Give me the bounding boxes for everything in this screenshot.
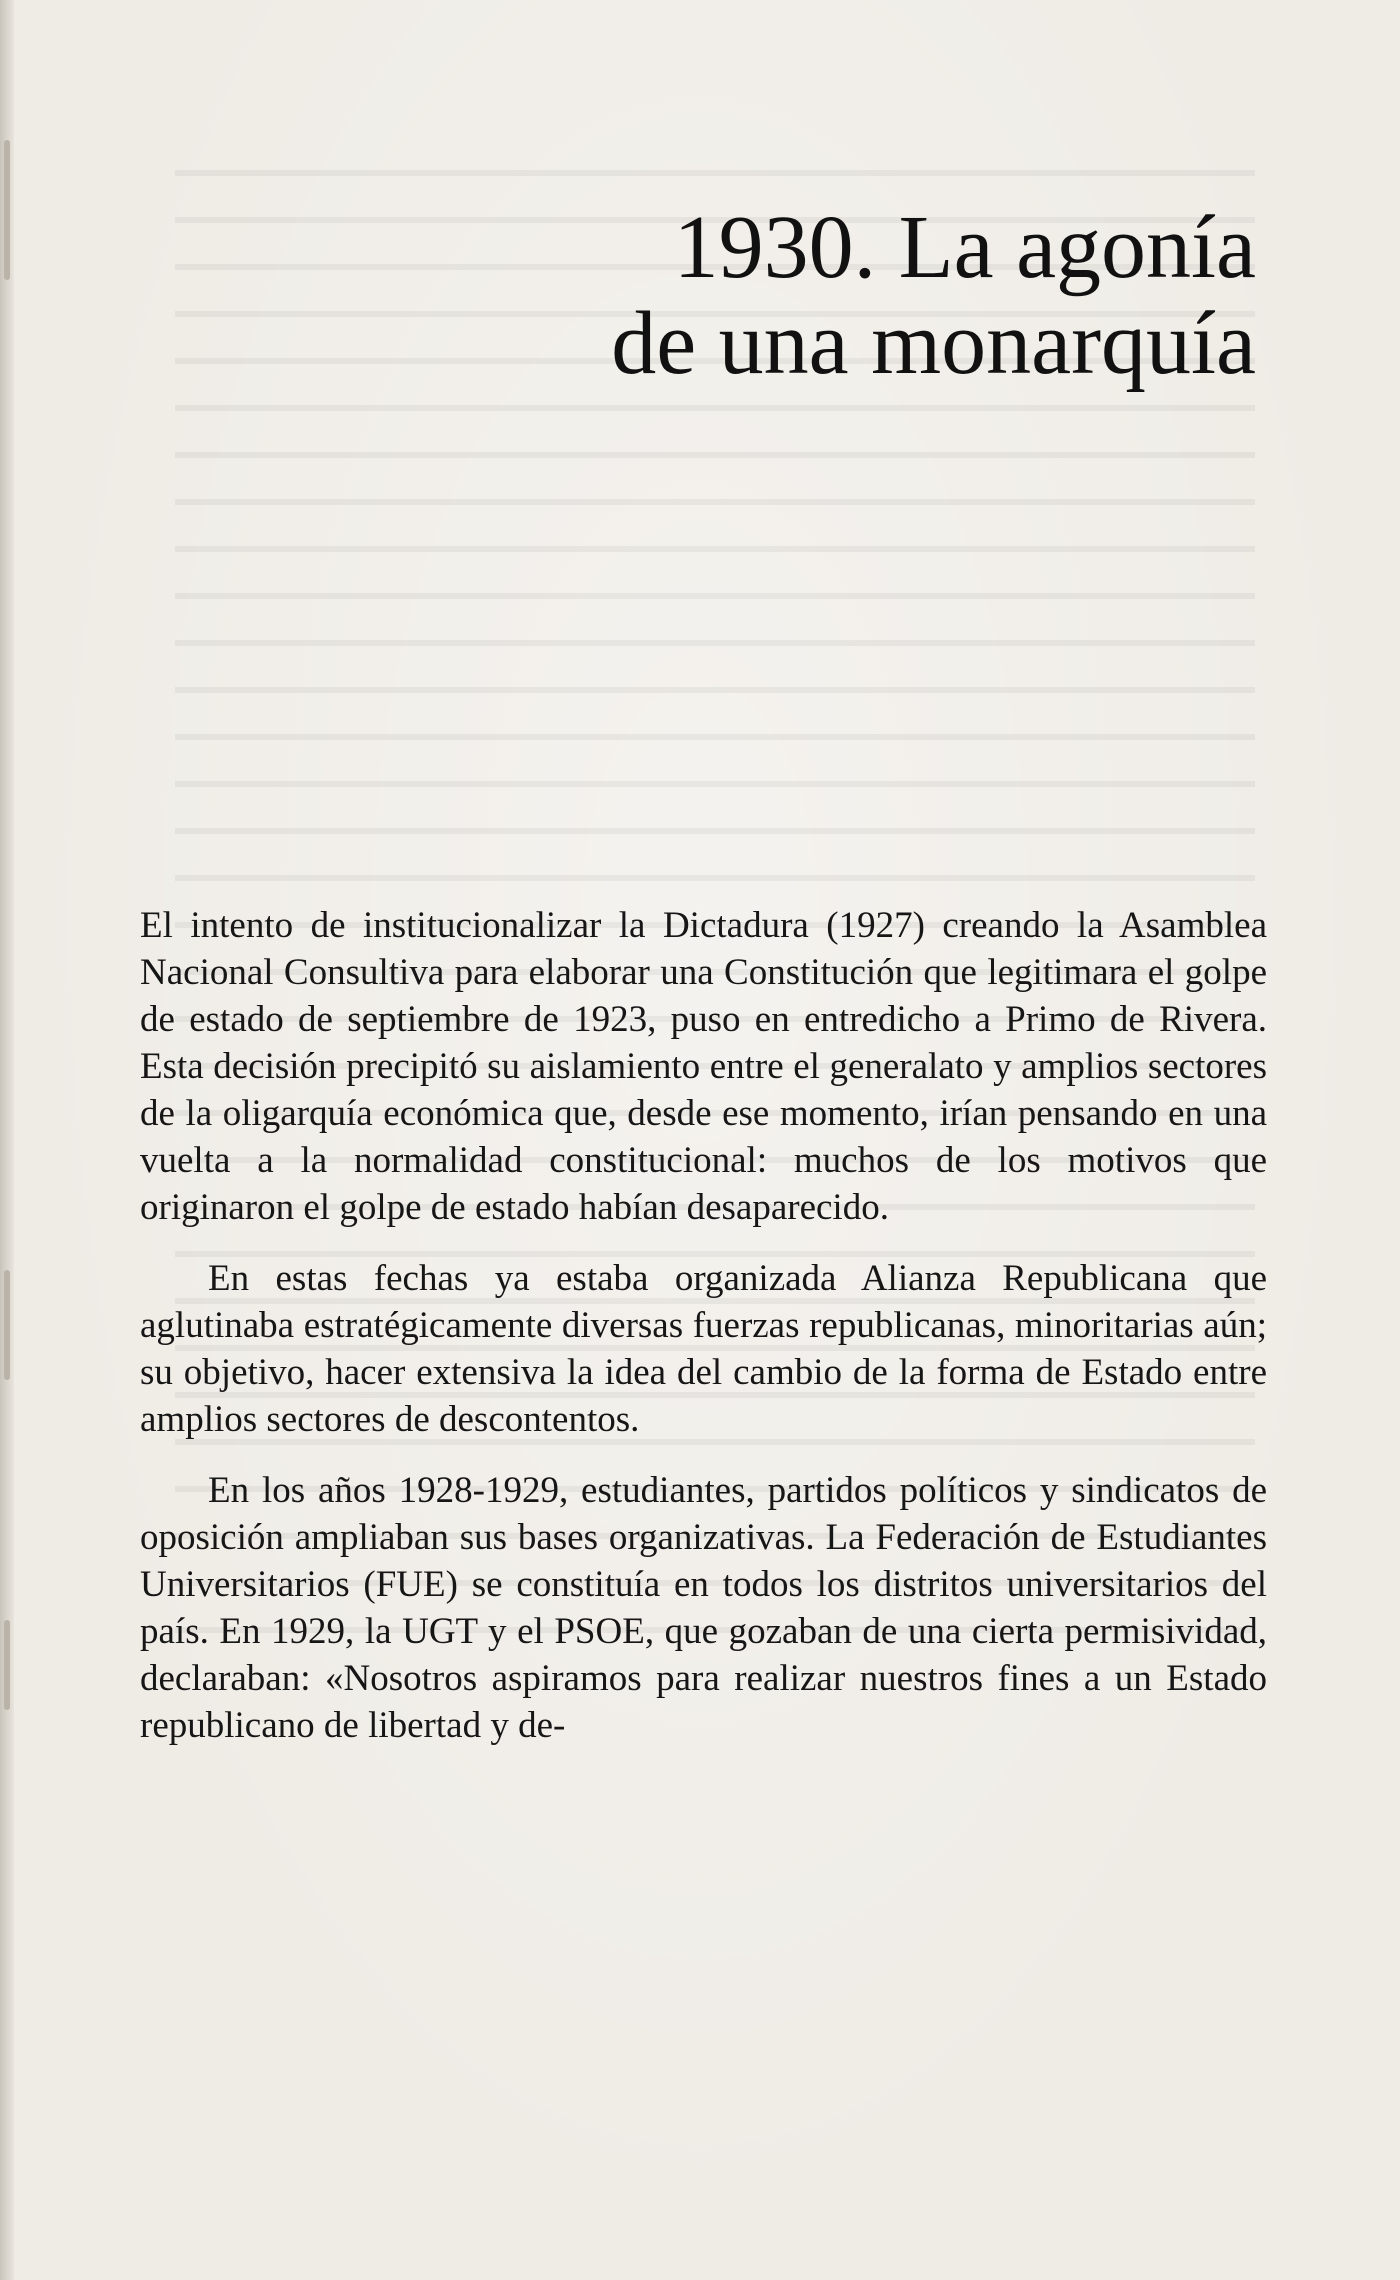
chapter-title: [256, 200, 1256, 392]
binding-edge: [0, 0, 14, 2280]
paragraph-2: En estas fechas ya estaba organizada Alianza Republicana que aglutinaba estratégicamente diversas fuerzas republicanas, minoritarias aún; su objetivo, hacer extensiva la idea del cambio de la forma de Estado entre amplios sectores de descontentos.: [140, 1258, 1267, 1440]
paragraph-1: El intento de institucionalizar la Dictadura (1927) creando la Asamblea Nacional Consultiva para elaborar una Constitución que legitimara el golpe de estado de septiembre de 1923, puso en entredicho a Primo de Rivera. Esta decisión precipitó su aislamiento entre el generalato y amplios sectores de la oligarquía económica que, desde ese momento, irían pensando en una vuelta a la normalidad constitucional: muchos de los motivos que originaron el golpe de estado habían desaparecido.: [140, 905, 1267, 1228]
paragraph-3: En los años 1928-1929, estudiantes, partidos políticos y sindicatos de oposición ampliaban sus bases organizativas. La Federación de Estudiantes Universitarios (FUE) se constituía en todos los distritos universitarios del país. En 1929, la UGT y el PSOE, que gozaban de una cierta permisividad, declaraban: «Nosotros aspiramos para realizar nuestros fines a un Estado republicano de libertad y de-: [140, 1470, 1267, 1746]
body-text: [140, 902, 1267, 1749]
binding-stitch: [4, 1270, 10, 1380]
binding-stitch: [4, 140, 10, 280]
chapter-title-line-1: 1930. La agonía: [673, 198, 1256, 297]
binding-stitch: [4, 1620, 10, 1710]
chapter-title-line-2: de una monarquía: [611, 294, 1256, 393]
